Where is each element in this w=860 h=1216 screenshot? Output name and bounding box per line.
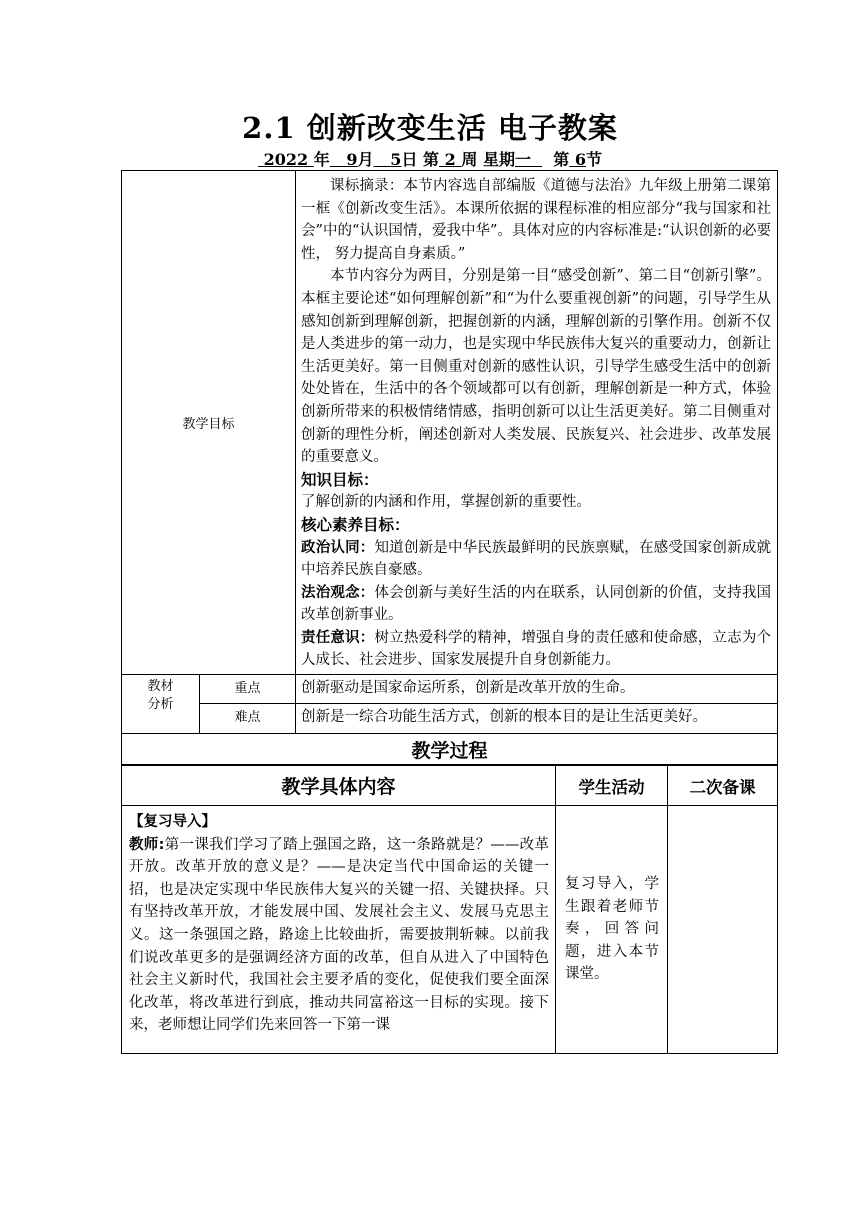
political-text: 知道创新是中华民族最鲜明的民族禀赋，在感受国家创新成就中培养民族自豪感。: [301, 539, 772, 579]
page-title: 2.1 创新改变生活 电子教案: [242, 111, 618, 145]
objectives-row: [122, 171, 778, 675]
teacher-dialogue: [129, 834, 549, 1037]
difficult-point-label: 难点: [200, 704, 296, 734]
teaching-content-cell: [122, 806, 556, 1054]
period-unit: 节: [585, 150, 602, 169]
objectives-para-structure: 本节内容分为两目，分别是第一目“感受创新”、第二目“创新引擎”。本框主要论述“如何理解创新”和“为什么要重视创新”的问题，引导学生从感知创新到理解创新，把握创新的内涵，理解创新的引擎作用。创新不仅是人类进步的第一动力，也是实现中华民族伟大复兴的重要动力，创新让生活更美好。第一目侧重对创新的感性认识，引导学生感受生活中的创新处处皆在，生活中的各个领域都可以有创新，理解创新是一种方式，体验创新所带来的积极情绪情感，指明创新可以让生活更美好。第二目侧重对创新的理性分析，阐述创新对人类发展、民族复兴、社会进步、改革发展的重要意义。: [301, 268, 772, 466]
process-header-row: [122, 766, 778, 806]
month-value: 9: [346, 150, 358, 169]
material-analysis-label: 教材 分析: [122, 675, 200, 734]
difficult-point-row: [122, 704, 778, 734]
month-unit: 月: [357, 150, 374, 169]
week-unit: 周: [461, 150, 478, 169]
content-column-header: 教学具体内容: [122, 766, 556, 806]
duty-goal: [301, 627, 771, 672]
period-value: 6: [574, 150, 586, 169]
year-value: 2022: [263, 150, 309, 169]
process-body-row: [122, 806, 778, 1054]
core-heading: 核心素养目标：: [301, 515, 410, 534]
day-unit: 日: [401, 150, 418, 169]
objectives-para-standard: 课标摘录：本节内容选自部编版《道德与法治》九年级上册第二课第一框《创新改变生活》。本课所依据的课程标准的相应部分“我与国家和社会”中的“认识国情，爱我中华”。具体对应的内容标准是:“认识创新的必要性， 努力提高自身素质。”: [301, 178, 772, 262]
date-line: [0, 147, 860, 170]
knowledge-heading: 知识目标：: [301, 470, 379, 489]
process-title-row: [122, 734, 778, 765]
key-point-label: 重点: [200, 675, 296, 704]
week-value: 2: [444, 150, 456, 169]
law-goal: [301, 582, 771, 627]
day-value: 5: [390, 150, 402, 169]
law-text: 体会创新与美好生活的内在联系，认同创新的价值，支持我国改革创新事业。: [301, 584, 772, 624]
lesson-plan-sheet: [121, 170, 777, 1054]
political-goal: [301, 537, 771, 582]
duty-label: 责任意识：: [301, 629, 375, 646]
duty-text: 树立热爱科学的精神，增强自身的责任感和使命感，立志为个人成长、社会进步、国家发展提升自身创新能力。: [301, 629, 772, 669]
review-section-heading: 【复习导入】: [129, 814, 216, 831]
key-point-text: 创新驱动是国家命运所系，创新是改革开放的生命。: [296, 675, 778, 704]
process-table: [121, 765, 778, 1054]
key-point-row: [122, 675, 778, 704]
weekday-prefix: 星期: [482, 150, 515, 169]
teacher-text: 第一课我们学习了踏上强国之路，这一条路就是？——改革开放。改革开放的意义是？——是决定当代中国命运的关键一招，也是决定实现中华民族伟大复兴的关键一招、关键抉择。只有坚持改革开放，才能发展中国、发展社会主义、发展马克思主义。这一条强国之路，路途上比较曲折，需要披荆斩棘。以前我们说改革更多的是强调经济方面的改革，但自从进入了中国特色社会主义新时代，我国社会主要矛盾的变化，促使我们要全面深化改革，将改革进行到底，推动共同富裕这一目标的实现。接下来，老师想让同学们先来回答一下第一课: [129, 836, 549, 1034]
week-prefix: 第: [423, 150, 440, 169]
backup-column-header: 二次备课: [668, 766, 778, 806]
objectives-content: [296, 171, 778, 675]
teacher-label: 教师:: [129, 836, 165, 853]
law-label: 法治观念：: [301, 584, 375, 601]
difficult-point-text: 创新是一综合功能生活方式，创新的根本目的是让生活更美好。: [296, 704, 778, 734]
process-title: 教学过程: [122, 734, 778, 765]
political-label: 政治认同：: [301, 539, 375, 556]
period-prefix: 第: [553, 150, 570, 169]
second-prep-cell: [668, 806, 778, 1054]
weekday-value: 一: [514, 150, 531, 169]
knowledge-text: 了解创新的内涵和作用，掌握创新的重要性。: [301, 494, 592, 511]
year-unit: 年: [313, 150, 330, 169]
student-activity-cell: 复习导入，学生跟着老师节奏，回答问题，进入本节课堂。: [556, 806, 668, 1054]
objectives-label: 教学目标: [122, 171, 296, 675]
objectives-table: [121, 170, 778, 765]
activity-column-header: 学生活动: [556, 766, 668, 806]
